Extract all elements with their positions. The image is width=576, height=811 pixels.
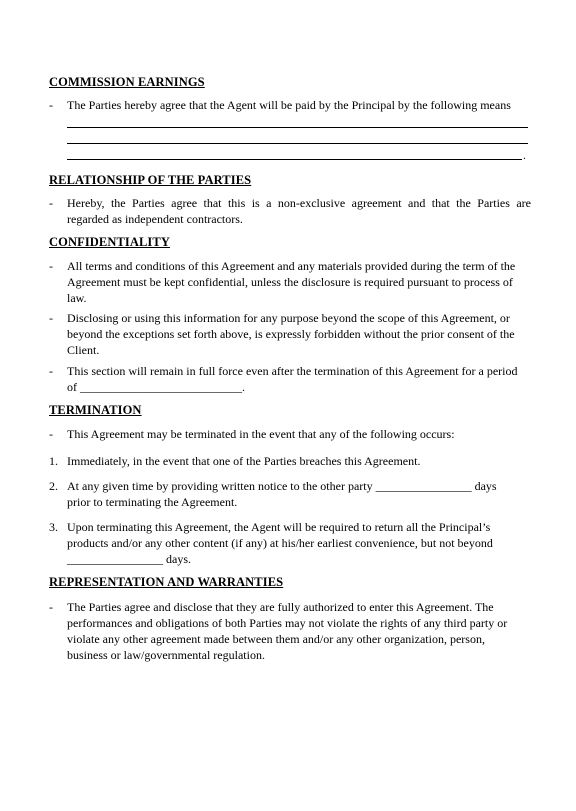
heading-termination: TERMINATION (49, 403, 142, 417)
clause-line: Hereby, the Parties agree that this is a non-exclusive agreement and that the Parties are (67, 196, 531, 210)
blank-line-3 (67, 159, 522, 160)
blank-line-1 (67, 127, 528, 128)
termination-intro (49, 426, 531, 442)
clause-line: Immediately, in the event that one of the Parties breaches this Agreement. (67, 454, 421, 468)
clause-line: products and/or any other content (if any) at his/her earliest convenience, but not beyond (67, 536, 493, 550)
clause-line: law. (67, 291, 87, 305)
termination-item-3 (49, 519, 531, 567)
clause-text: The Parties hereby agree that the Agent will be paid by the Principal by the following means (67, 98, 511, 112)
confidentiality-clause-1 (49, 258, 531, 306)
heading-representation: REPRESENTATION AND WARRANTIES (49, 575, 284, 589)
clause-line: At any given time by providing written notice to the other party ________________ days (67, 479, 497, 493)
dash-marker: - (49, 427, 53, 441)
commission-clause (49, 97, 531, 113)
clause-line: ________________ days. (67, 552, 191, 566)
clause-line: This section will remain in full force even after the termination of this Agreement for a period (67, 364, 518, 378)
blank-period: . (523, 148, 526, 162)
dash-marker: - (49, 98, 53, 112)
clause-line: beyond the exceptions set forth above, is expressly forbidden without the prior consent of the (67, 327, 515, 341)
dash-marker: - (49, 259, 53, 273)
clause-line: All terms and conditions of this Agreement and any materials provided during the term of the (67, 259, 516, 273)
clause-line: of ___________________________. (67, 380, 245, 394)
heading-commission-earnings: COMMISSION EARNINGS (49, 75, 205, 89)
clause-line: Agreement must be kept confidential, unless the disclosure is required pursuant to process of (67, 275, 513, 289)
clause-line: regarded as independent contractors. (67, 212, 243, 226)
clause-line: business or law/governmental regulation. (67, 648, 265, 662)
clause-line: Disclosing or using this information for any purpose beyond the scope of this Agreement, or (67, 311, 510, 325)
termination-item-2 (49, 478, 531, 510)
list-number: 3. (49, 520, 58, 534)
clause-line: This Agreement may be terminated in the event that any of the following occurs: (67, 427, 455, 441)
dash-marker: - (49, 364, 53, 378)
termination-item-1 (49, 453, 531, 469)
heading-relationship: RELATIONSHIP OF THE PARTIES (49, 173, 252, 187)
confidentiality-clause-2 (49, 310, 531, 358)
dash-marker: - (49, 600, 53, 614)
heading-confidentiality: CONFIDENTIALITY (49, 235, 170, 249)
clause-line: Upon terminating this Agreement, the Agent will be required to return all the Principal’s (67, 520, 491, 534)
clause-line: Client. (67, 343, 100, 357)
list-number: 1. (49, 454, 58, 468)
representation-clause (49, 599, 531, 663)
list-number: 2. (49, 479, 58, 493)
relationship-clause (49, 195, 531, 227)
clause-line: prior to terminating the Agreement. (67, 495, 238, 509)
clause-line: violate any other agreement made between them and/or any other organization, person, (67, 632, 485, 646)
dash-marker: - (49, 196, 53, 210)
blank-line-2 (67, 143, 528, 144)
clause-line: The Parties agree and disclose that they are fully authorized to enter this Agreement. The (67, 600, 494, 614)
confidentiality-clause-3 (49, 363, 531, 395)
dash-marker: - (49, 311, 53, 325)
clause-line: performances and obligations of both Parties may not violate the rights of any third party or (67, 616, 508, 630)
